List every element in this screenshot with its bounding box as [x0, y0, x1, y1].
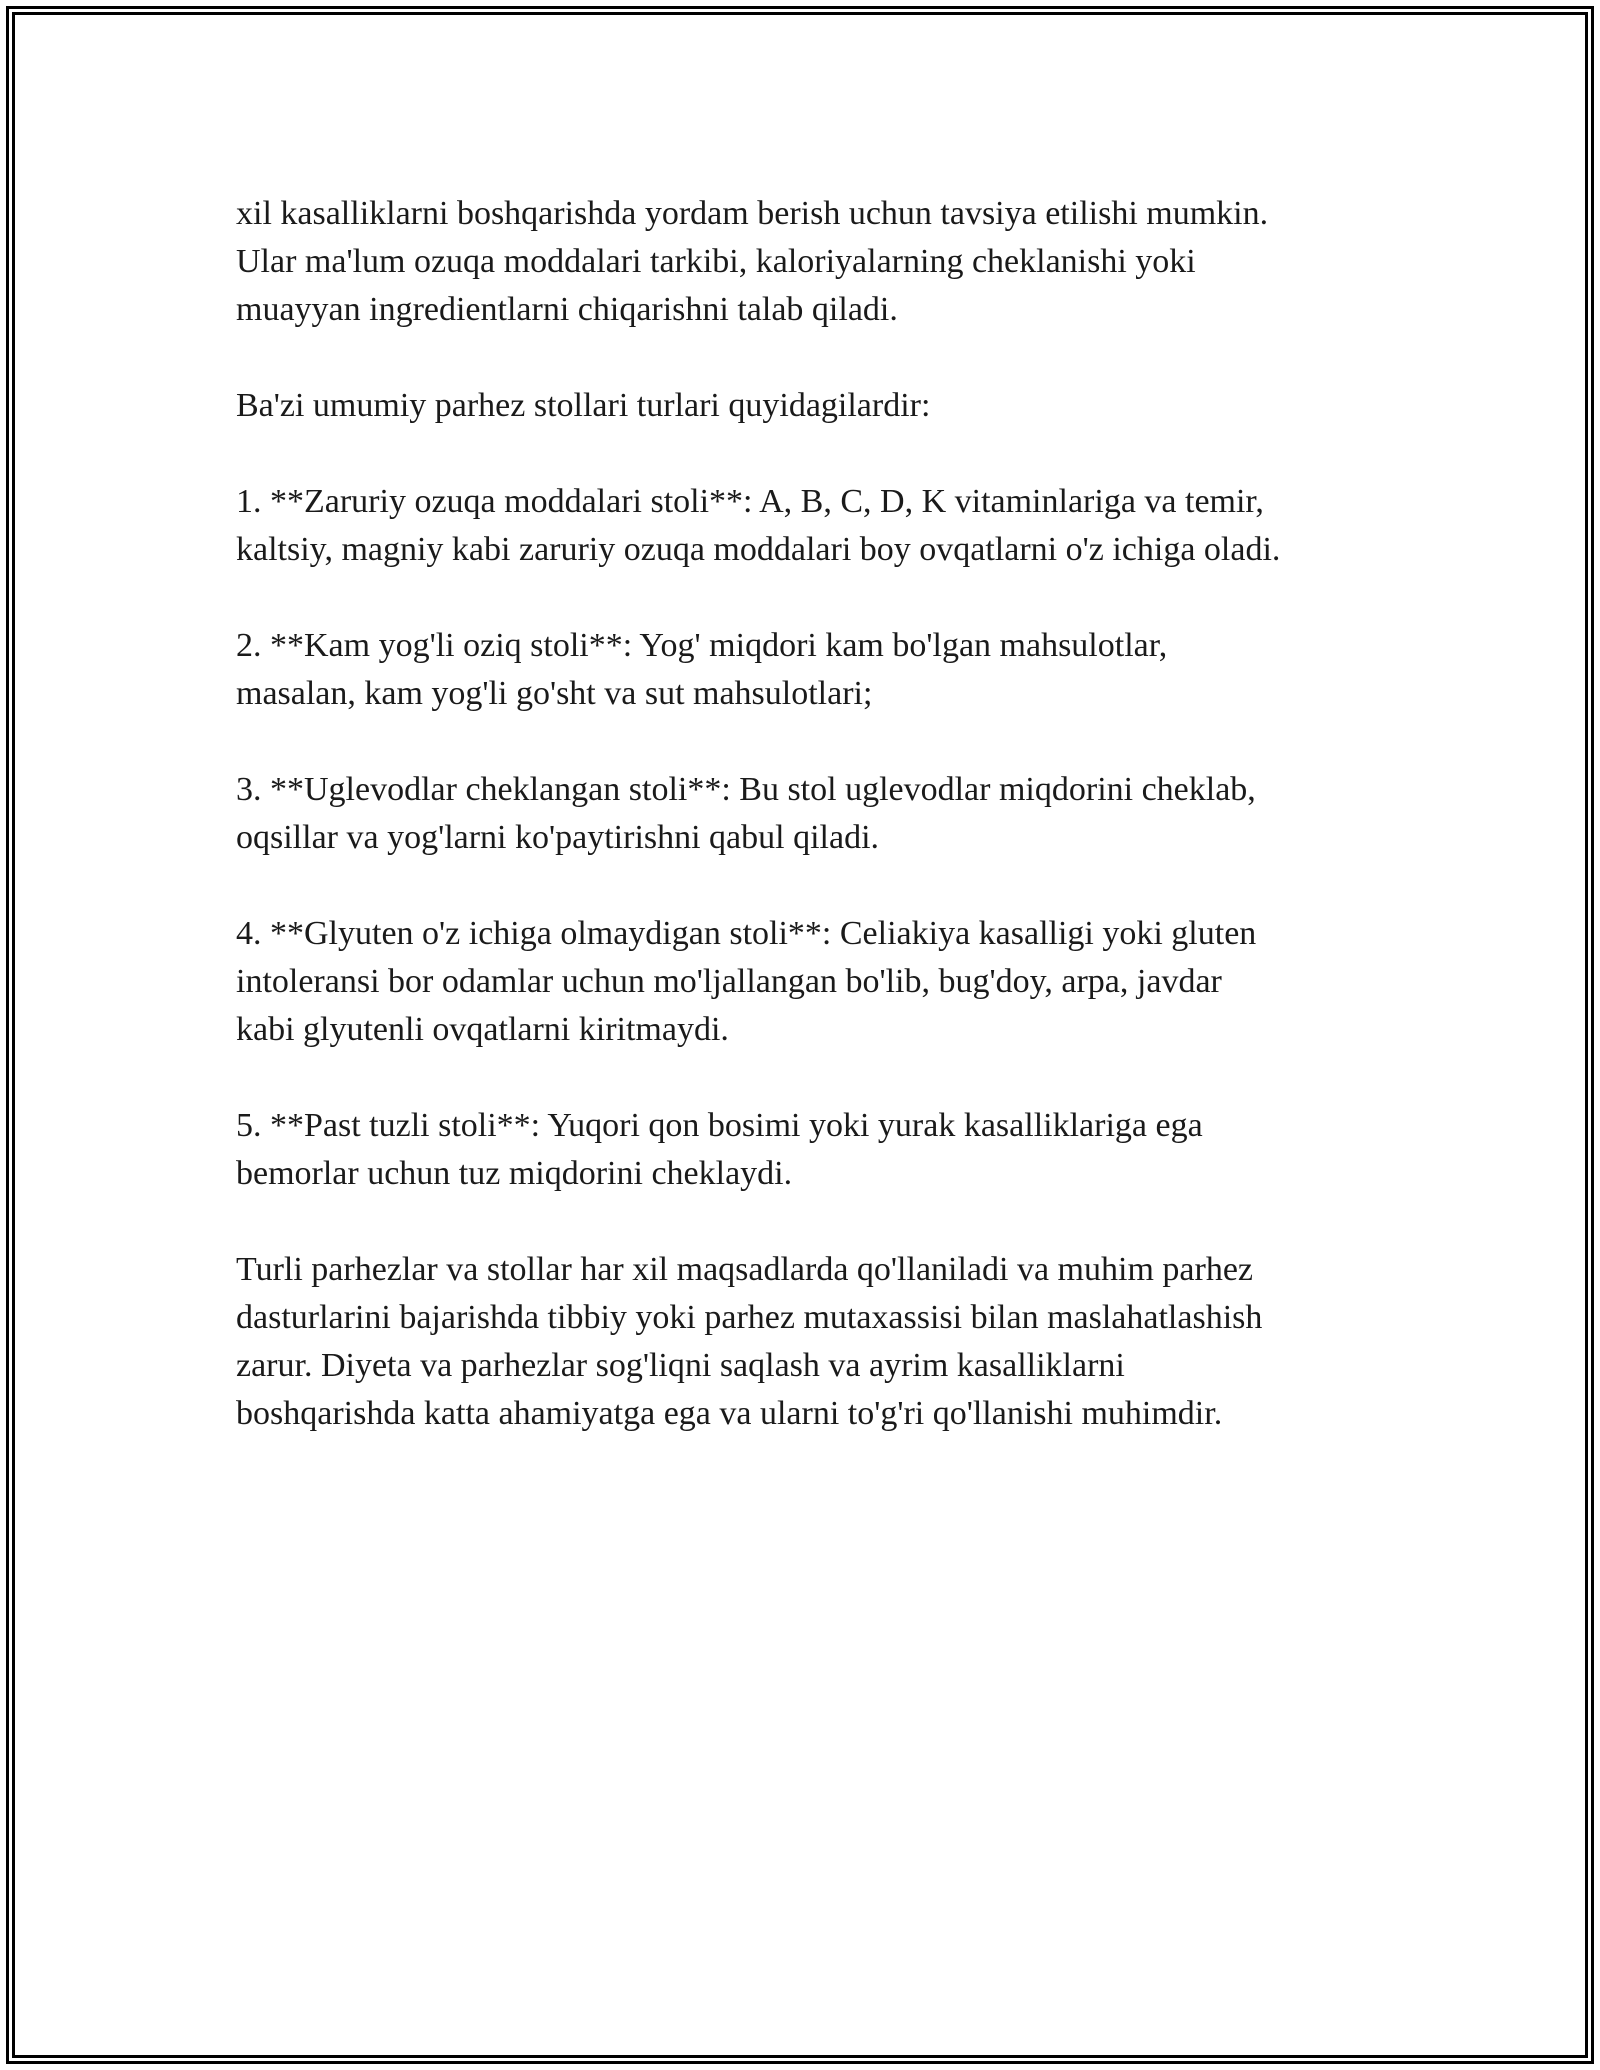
- document-body: [236, 190, 1376, 1438]
- text-line: dasturlarini bajarishda tibbiy yoki parhez mutaxassisi bilan maslahatlashish: [236, 1299, 1263, 1336]
- text-line: Turli parhezlar va stollar har xil maqsadlarda qo'llaniladi va muhim parhez: [236, 1251, 1253, 1288]
- text-line: boshqarishda katta ahamiyatga ega va ularni to'g'ri qo'llanishi muhimdir.: [236, 1395, 1223, 1432]
- text-line: bemorlar uchun tuz miqdorini cheklaydi.: [236, 1155, 793, 1192]
- text-line: 1. **Zaruriy ozuqa moddalari stoli**: A, B, C, D, K vitaminlariga va temir,: [236, 483, 1264, 520]
- list-item-1: [236, 478, 1376, 574]
- text-line: muayyan ingredientlarni chiqarishni talab qiladi.: [236, 291, 898, 328]
- conclusion-paragraph: [236, 1246, 1376, 1438]
- text-line: 2. **Kam yog'li oziq stoli**: Yog' miqdori kam bo'lgan mahsulotlar,: [236, 627, 1168, 664]
- list-item-4: [236, 910, 1376, 1054]
- text-line: 4. **Glyuten o'z ichiga olmaydigan stoli**: Celiakiya kasalligi yoki gluten: [236, 915, 1257, 952]
- list-item-5: [236, 1102, 1376, 1198]
- text-line: masalan, kam yog'li go'sht va sut mahsulotlari;: [236, 675, 873, 712]
- list-item-2: [236, 622, 1376, 718]
- list-intro-paragraph: [236, 382, 1376, 430]
- text-line: intoleransi bor odamlar uchun mo'ljallangan bo'lib, bug'doy, arpa, javdar: [236, 963, 1222, 1000]
- text-line: xil kasalliklarni boshqarishda yordam berish uchun tavsiya etilishi mumkin.: [236, 195, 1269, 232]
- text-line: kaltsiy, magniy kabi zaruriy ozuqa moddalari boy ovqatlarni o'z ichiga oladi.: [236, 531, 1281, 568]
- list-item-3: [236, 766, 1376, 862]
- text-line: Ular ma'lum ozuqa moddalari tarkibi, kaloriyalarning cheklanishi yoki: [236, 243, 1196, 280]
- text-line: zarur. Diyeta va parhezlar sog'liqni saqlash va ayrim kasalliklarni: [236, 1347, 1125, 1384]
- text-line: 3. **Uglevodlar cheklangan stoli**: Bu stol uglevodlar miqdorini cheklab,: [236, 771, 1256, 808]
- intro-paragraph: [236, 190, 1376, 334]
- text-line: kabi glyutenli ovqatlarni kiritmaydi.: [236, 1011, 729, 1048]
- text-line: Ba'zi umumiy parhez stollari turlari quyidagilardir:: [236, 387, 931, 424]
- text-line: 5. **Past tuzli stoli**: Yuqori qon bosimi yoki yurak kasalliklariga ega: [236, 1107, 1203, 1144]
- text-line: oqsillar va yog'larni ko'paytirishni qabul qiladi.: [236, 819, 880, 856]
